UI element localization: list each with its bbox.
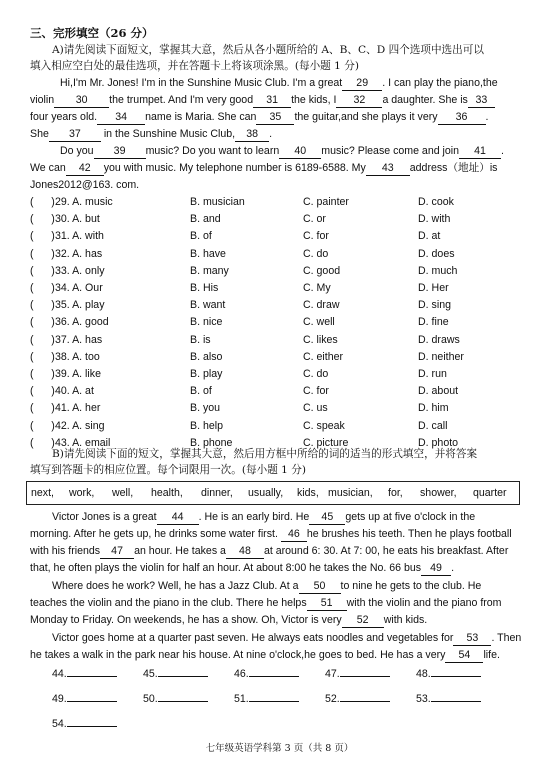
- passage-b-line: Monday to Friday. On weekends, he has a show. Oh, Victor is very 52 with kids.: [30, 614, 428, 626]
- answer-bracket[interactable]: ( ): [30, 264, 55, 277]
- question-row: [30, 418, 530, 434]
- answer-bracket[interactable]: ( ): [30, 299, 55, 312]
- answer-slot[interactable]: 54.: [52, 715, 117, 732]
- option-d[interactable]: D. photo: [418, 436, 459, 449]
- question-number: 36: [55, 316, 67, 329]
- word-box-item: usually,: [248, 487, 284, 499]
- option-a[interactable]: [55, 297, 105, 313]
- question-number: 32: [55, 247, 67, 260]
- answer-bracket[interactable]: ( ): [30, 350, 55, 363]
- option-d[interactable]: D. does: [418, 247, 455, 260]
- answer-slot[interactable]: 53.: [416, 690, 481, 707]
- option-c[interactable]: C. well: [303, 316, 335, 329]
- blank-42[interactable]: 42: [66, 162, 104, 176]
- option-a-label: .: [66, 368, 73, 380]
- blank-52[interactable]: 52: [342, 614, 384, 628]
- option-a[interactable]: [55, 263, 105, 279]
- blank-44[interactable]: 44: [157, 511, 199, 525]
- answer-slot[interactable]: 46.: [234, 665, 299, 682]
- option-b[interactable]: B. His: [190, 282, 219, 294]
- option-b[interactable]: B. musician: [190, 196, 245, 208]
- option-d[interactable]: D. about: [418, 385, 459, 398]
- answer-bracket[interactable]: ( ): [30, 230, 55, 243]
- blank-50[interactable]: 50: [299, 580, 341, 594]
- answer-bracket[interactable]: ( ): [30, 282, 55, 294]
- option-a[interactable]: [55, 211, 100, 227]
- question-row: [30, 246, 530, 262]
- option-c[interactable]: C. either: [303, 350, 344, 363]
- answer-bracket[interactable]: ( ): [30, 247, 55, 260]
- option-d[interactable]: D. cook: [418, 196, 454, 208]
- option-a-text: A. with: [72, 230, 104, 243]
- answer-slot[interactable]: 49.: [52, 690, 117, 707]
- passage-b-line: morning. After he gets up, he drinks some water first. 46 he brushes his teeth. Then he plays football: [30, 528, 512, 540]
- word-box-item: well,: [112, 487, 134, 499]
- blank-54[interactable]: 54: [445, 649, 483, 663]
- option-a-text: A. has: [72, 333, 103, 346]
- option-a-label: .: [66, 264, 73, 277]
- option-a-text: A. like: [72, 368, 101, 380]
- question-number: 39: [55, 368, 67, 380]
- option-d[interactable]: D. fine: [418, 316, 449, 329]
- blank-30[interactable]: 30: [54, 94, 109, 108]
- answer-slot[interactable]: 52.: [325, 690, 390, 707]
- blank-39[interactable]: 39: [94, 145, 146, 159]
- blank-53[interactable]: 53: [453, 632, 491, 646]
- question-row: [30, 297, 530, 313]
- option-a[interactable]: [55, 332, 102, 348]
- passage-b-line: with his friends 47 an hour. He takes a 48 at around 6: 30. At 7: 00, he eats his breakfast. After: [30, 545, 509, 557]
- option-c[interactable]: C. for: [303, 230, 329, 243]
- word-box-item: health,: [151, 487, 183, 499]
- option-b[interactable]: B. and: [190, 213, 221, 226]
- option-a[interactable]: [55, 194, 113, 210]
- option-c[interactable]: C. likes: [303, 333, 338, 346]
- option-a-text: A. email: [72, 436, 111, 449]
- question-number: 42: [55, 419, 67, 432]
- option-a[interactable]: [55, 400, 100, 416]
- option-c[interactable]: C. good: [303, 264, 341, 277]
- passage-a-line: She 37 in the Sunshine Music Club, 38 .: [30, 128, 273, 140]
- option-c[interactable]: C. us: [303, 402, 328, 415]
- option-a-label: .: [66, 299, 73, 312]
- question-row: [30, 263, 530, 279]
- option-a[interactable]: [55, 418, 105, 434]
- option-a-label: .: [66, 316, 73, 329]
- option-a-text: A. sing: [72, 419, 105, 432]
- option-d[interactable]: D. much: [418, 264, 458, 277]
- option-c[interactable]: C. My: [303, 282, 331, 294]
- option-b[interactable]: B. you: [190, 402, 221, 415]
- question-number: 30: [55, 213, 67, 226]
- option-b[interactable]: B. phone: [190, 436, 233, 449]
- option-a-label: .: [66, 196, 73, 208]
- passage-a-line: Hi,I'm Mr. Jones! I'm in the Sunshine Music Club. I'm a great 29 . I can play the piano,the: [60, 77, 498, 89]
- answer-bracket[interactable]: ( ): [30, 196, 55, 208]
- answer-bracket[interactable]: ( ): [30, 333, 55, 346]
- passage-b-line: Victor goes home at a quarter past seven. He always eats noodles and vegetables for 53 . Then: [52, 632, 522, 644]
- question-number: 41: [55, 402, 67, 415]
- option-b[interactable]: B. of: [190, 230, 212, 243]
- word-box-item: kids,: [297, 487, 319, 499]
- option-a-text: A. has: [72, 247, 103, 260]
- option-b[interactable]: B. play: [190, 368, 223, 380]
- blank-45[interactable]: 45: [309, 511, 345, 525]
- question-row: [30, 400, 530, 416]
- word-box-item: dinner,: [201, 487, 233, 499]
- option-a[interactable]: [55, 280, 103, 296]
- option-d[interactable]: D. neither: [418, 350, 464, 363]
- option-a-label: .: [66, 213, 73, 226]
- word-box-item: work,: [69, 487, 95, 499]
- question-row: [30, 332, 530, 348]
- passage-a-line: Do you 39 music? Do you want to learn 40 music? Please come and join 41 .: [60, 145, 504, 157]
- blank-31[interactable]: 31: [253, 94, 291, 108]
- option-a[interactable]: [55, 314, 109, 330]
- passage-b-line: Victor Jones is a great 44 . He is an early bird. He 45 gets up at five o'clock in the: [52, 511, 476, 523]
- option-a-label: .: [66, 419, 73, 432]
- answer-slot[interactable]: 47.: [325, 665, 390, 682]
- passage-a-line: We can 42 you with music. My telephone number is 6189-6588. My 43 address（地址）is: [30, 162, 498, 174]
- option-c[interactable]: C. do: [303, 368, 329, 380]
- option-a-label: .: [66, 247, 73, 260]
- option-a[interactable]: [55, 349, 100, 365]
- blank-38[interactable]: 38: [235, 128, 269, 142]
- blank-51[interactable]: 51: [307, 597, 347, 611]
- option-b[interactable]: B. help: [190, 419, 223, 432]
- blank-40[interactable]: 40: [279, 145, 321, 159]
- option-b[interactable]: B. want: [190, 299, 226, 312]
- passage-b-line: that, he often plays the violin for half an hour. At about 8:00 he takes the No. 66 bus 49 .: [30, 562, 455, 574]
- option-b[interactable]: B. is: [190, 333, 211, 346]
- option-a-label: .: [66, 385, 73, 398]
- word-box-item: next,: [31, 487, 54, 499]
- option-c[interactable]: C. do: [303, 247, 329, 260]
- option-a[interactable]: [55, 383, 94, 399]
- answer-bracket[interactable]: ( ): [30, 402, 55, 415]
- passage-a-line: Jones2012@163. com.: [30, 179, 140, 191]
- answer-slot[interactable]: 44.: [52, 665, 117, 682]
- question-number: 43: [55, 436, 67, 449]
- question-row: [30, 280, 530, 296]
- option-a-text: A. only: [72, 264, 105, 277]
- question-row: [30, 228, 530, 244]
- blank-48[interactable]: 48: [226, 545, 264, 559]
- answer-bracket[interactable]: ( ): [30, 436, 55, 449]
- blank-34[interactable]: 34: [97, 111, 145, 125]
- word-box-item: quarter: [473, 487, 507, 499]
- option-b[interactable]: B. have: [190, 247, 226, 260]
- option-d[interactable]: D. draws: [418, 333, 460, 346]
- passage-b-line: teaches the violin and the piano in the club. There he helps 51 with the violin and the piano from: [30, 597, 502, 609]
- blank-32[interactable]: 32: [336, 94, 382, 108]
- passage-b-line: he takes a walk in the park near his house. At nine o'clock,he goes to bed. He has a very 54 life.: [30, 649, 500, 661]
- option-a-label: .: [66, 230, 73, 243]
- answer-slot[interactable]: 51.: [234, 690, 299, 707]
- question-row: [30, 366, 530, 382]
- answer-slot[interactable]: 48.: [416, 665, 481, 682]
- option-a-text: A. play: [72, 299, 105, 312]
- option-a-label: .: [66, 402, 73, 415]
- question-row: [30, 349, 530, 365]
- word-box-item: shower,: [420, 487, 457, 499]
- option-a-label: .: [66, 436, 73, 449]
- option-a-text: A. good: [72, 316, 109, 329]
- option-a-text: A. her: [72, 402, 101, 415]
- option-c[interactable]: C. draw: [303, 299, 340, 312]
- passage-b-line: Where does he work? Well, he has a Jazz Club. At a 50 to nine he gets to the club. He: [52, 580, 482, 592]
- question-number: 38: [55, 350, 67, 363]
- passage-a-line: four years old. 34 name is Maria. She can 35 the guitar,and she plays it very 36 .: [30, 111, 489, 123]
- option-d[interactable]: D. run: [418, 368, 447, 380]
- option-b[interactable]: B. also: [190, 350, 223, 363]
- blank-49[interactable]: 49: [421, 562, 451, 576]
- section-heading: 三、完形填空（26 分）: [30, 26, 154, 40]
- answer-slot[interactable]: 45.: [143, 665, 208, 682]
- answer-bracket[interactable]: ( ): [30, 385, 55, 398]
- answer-slot[interactable]: 50.: [143, 690, 208, 707]
- option-c[interactable]: C. or: [303, 213, 326, 226]
- question-number: 31: [55, 230, 67, 243]
- question-row: [30, 314, 530, 330]
- option-d[interactable]: D. Her: [418, 282, 449, 294]
- option-a-text: A. Our: [72, 282, 103, 294]
- option-d[interactable]: D. at: [418, 230, 441, 243]
- passage-a-line: violin 30 the trumpet. And I'm very good 31 the kids, I 32 a daughter. She is 33: [30, 92, 530, 108]
- option-d[interactable]: D. him: [418, 402, 449, 415]
- part-b-instruction-line1: B)请先阅读下面的短文，掌握其大意，然后用方框中所给的词的适当的形式填空，并将答案: [52, 448, 478, 460]
- page-footer: 七年级英语学科第 3 页（共 8 页）: [205, 743, 354, 754]
- question-number: 35: [55, 299, 67, 312]
- answer-bracket[interactable]: ( ): [30, 368, 55, 380]
- blank-35[interactable]: 35: [256, 111, 294, 125]
- option-c[interactable]: C. for: [303, 385, 329, 398]
- word-box: [26, 481, 520, 505]
- part-b-instruction-line2: 填写到答题卡的相应位置。每个词限用一次。(每小题 1 分): [30, 464, 306, 476]
- option-d[interactable]: D. call: [418, 419, 448, 432]
- option-a-text: A. at: [72, 385, 94, 398]
- blank-43[interactable]: 43: [366, 162, 410, 176]
- option-b[interactable]: B. of: [190, 385, 212, 398]
- blank-37[interactable]: 37: [49, 128, 101, 142]
- blank-29[interactable]: 29: [342, 77, 382, 91]
- word-box-item: musician,: [328, 487, 373, 499]
- option-a[interactable]: [55, 246, 102, 262]
- blank-41[interactable]: 41: [459, 145, 501, 159]
- blank-47[interactable]: 47: [100, 545, 134, 559]
- option-c[interactable]: C. picture: [303, 436, 349, 449]
- question-row: [30, 211, 530, 227]
- question-number: 40: [55, 385, 67, 398]
- option-a-text: A. but: [72, 213, 100, 226]
- option-a-text: A. too: [72, 350, 100, 363]
- option-a-text: A. music: [72, 196, 113, 208]
- option-a[interactable]: [55, 228, 104, 244]
- option-c[interactable]: C. painter: [303, 196, 349, 208]
- question-number: 34: [55, 282, 67, 294]
- part-a-instruction-line2: 填入相应空白处的最佳选项，并在答题卡上将该项涂黑。(每小题 1 分): [30, 60, 359, 72]
- part-a-instruction-line1: A)请先阅读下面短文，掌握其大意，然后从各小题所给的 A、B、C、D 四个选项中选出可以: [52, 44, 484, 56]
- answer-bracket[interactable]: ( ): [30, 213, 55, 226]
- question-number: 29: [55, 196, 67, 208]
- blank-46[interactable]: 46: [281, 528, 307, 542]
- option-b[interactable]: B. nice: [190, 316, 223, 329]
- question-row: [30, 194, 530, 210]
- word-box-item: for,: [388, 487, 403, 499]
- option-a[interactable]: [55, 366, 101, 382]
- answer-bracket[interactable]: ( ): [30, 419, 55, 432]
- option-b[interactable]: B. many: [190, 264, 229, 277]
- blank-36[interactable]: 36: [438, 111, 486, 125]
- question-number: 33: [55, 264, 67, 277]
- answer-bracket[interactable]: ( ): [30, 316, 55, 329]
- question-row: [30, 383, 530, 399]
- option-d[interactable]: D. with: [418, 213, 451, 226]
- blank-33[interactable]: 33: [468, 94, 495, 108]
- option-d[interactable]: D. sing: [418, 299, 451, 312]
- option-c[interactable]: C. speak: [303, 419, 345, 432]
- option-a-label: .: [66, 350, 73, 363]
- option-a-label: .: [66, 282, 73, 294]
- option-a-label: .: [66, 333, 73, 346]
- question-number: 37: [55, 333, 67, 346]
